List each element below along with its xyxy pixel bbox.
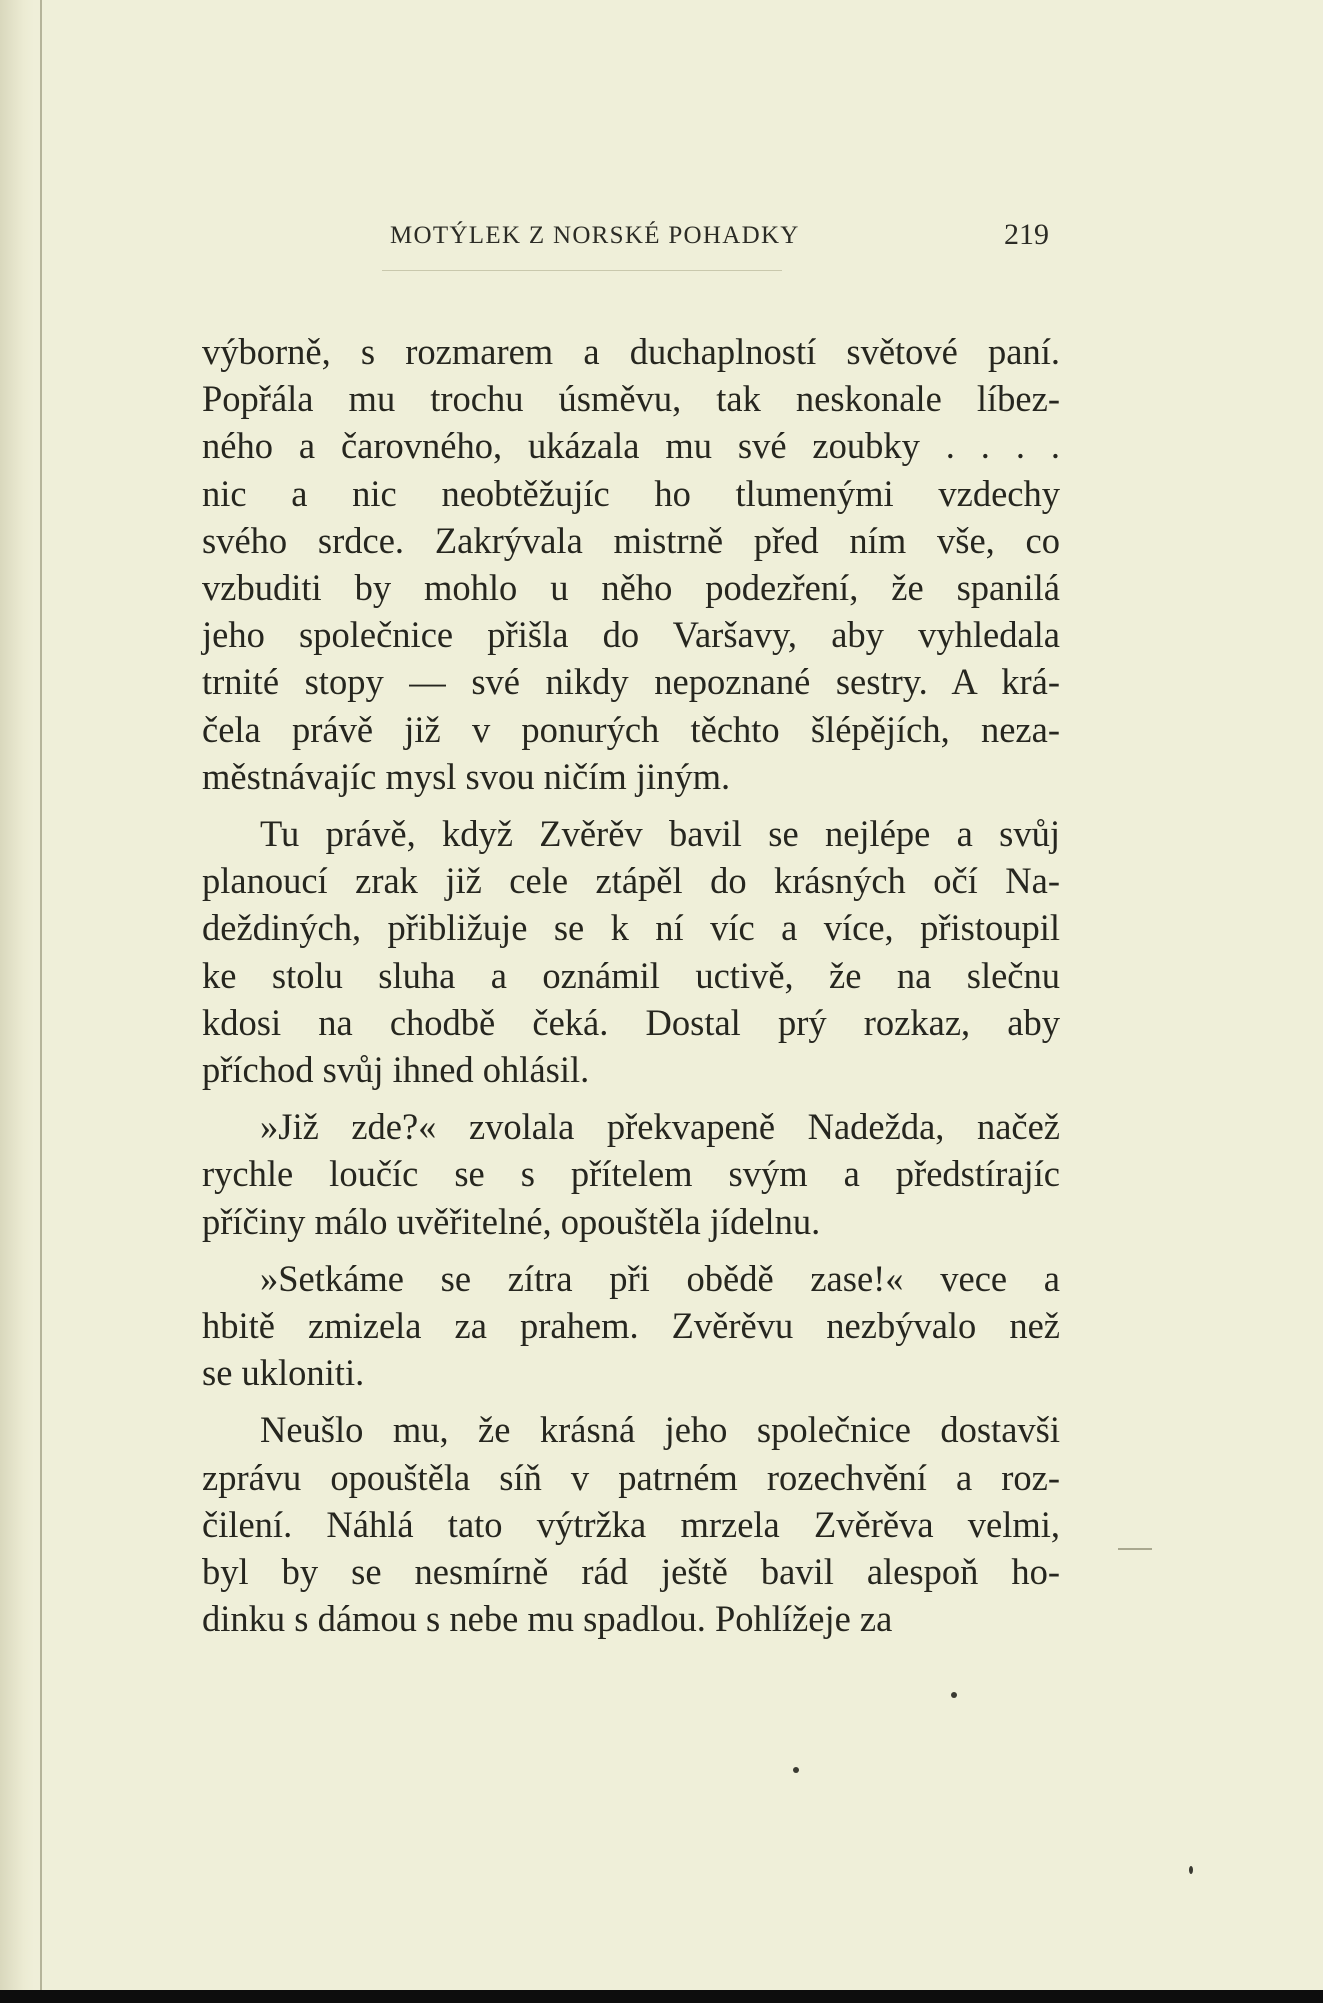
text-line: ke stolu sluha a oznámil uctivě, že na slečnu [202,954,1060,996]
scan-border [0,1990,1323,2003]
header-rule [382,270,782,271]
margin-mark [1118,1548,1152,1550]
running-title: MOTÝLEK Z NORSKÉ POHADKY [390,222,800,249]
text-line: městnávajíc mysl svou ničím jiným. [202,755,731,797]
body-text [202,328,1060,1642]
text-line: čela právě již v ponurých těchto šlépějích, neza- [202,708,1060,750]
ink-speck [793,1767,799,1773]
text-line: trnité stopy — své nikdy nepoznané sestry. A krá- [202,661,1060,703]
ink-speck [951,1692,957,1698]
text-line: svého srdce. Zakrývala mistrně před ním vše, co [202,519,1060,561]
text-line: příčiny málo uvěřitelné, opouštěla jídelnu. [202,1200,821,1242]
text-line: »Již zde?« zvolala překvapeně Nadežda, načež [260,1106,1060,1148]
text-line: výborně, s rozmarem a duchaplností světové paní. [202,331,1060,372]
text-line: dinku s dámou s nebe mu spadlou. Pohlížeje za [202,1598,893,1640]
text-line: »Setkáme se zítra při obědě zase!« vece a [260,1257,1060,1299]
text-line: Tu právě, když Zvěrěv bavil se nejlépe a svůj [260,813,1060,855]
text-line: zprávu opouštěla síň v patrném rozechvění a roz- [202,1456,1060,1498]
ink-speck [1189,1866,1193,1874]
text-line: rychle loučíc se s přítelem svým a předstírajíc [202,1153,1060,1195]
text-line: jeho společnice přišla do Varšavy, aby vyhledala [202,614,1060,656]
text-line: ného a čarovného, ukázala mu své zoubky . . . . [202,425,1060,467]
text-line: deždiných, přibližuje se k ní víc a více, přistoupil [202,907,1060,949]
text-line: vzbuditi by mohlo u něho podezření, že spanilá [202,567,1060,609]
text-line: byl by se nesmírně rád ještě bavil alespoň ho- [202,1551,1060,1593]
text-line: se ukloniti. [202,1352,365,1394]
text-line: Popřála mu trochu úsměvu, tak neskonale líbez- [202,378,1060,420]
text-line: Neušlo mu, že krásná jeho společnice dostavši [260,1409,1060,1451]
text-line: nic a nic neobtěžujíc ho tlumenými vzdechy [202,472,1060,514]
text-line: kdosi na chodbě čeká. Dostal prý rozkaz, aby [202,1001,1060,1043]
binding-edge [40,0,42,1990]
text-line: planoucí zrak již cele ztápěl do krásných očí Na- [202,860,1060,902]
text-line: hbitě zmizela za prahem. Zvěrěvu nezbývalo než [202,1305,1060,1347]
text-line: čilení. Náhlá tato výtržka mrzela Zvěrěva velmi, [202,1503,1060,1545]
page-number: 219 [1004,218,1049,251]
text-line: příchod svůj ihned ohlásil. [202,1049,590,1091]
